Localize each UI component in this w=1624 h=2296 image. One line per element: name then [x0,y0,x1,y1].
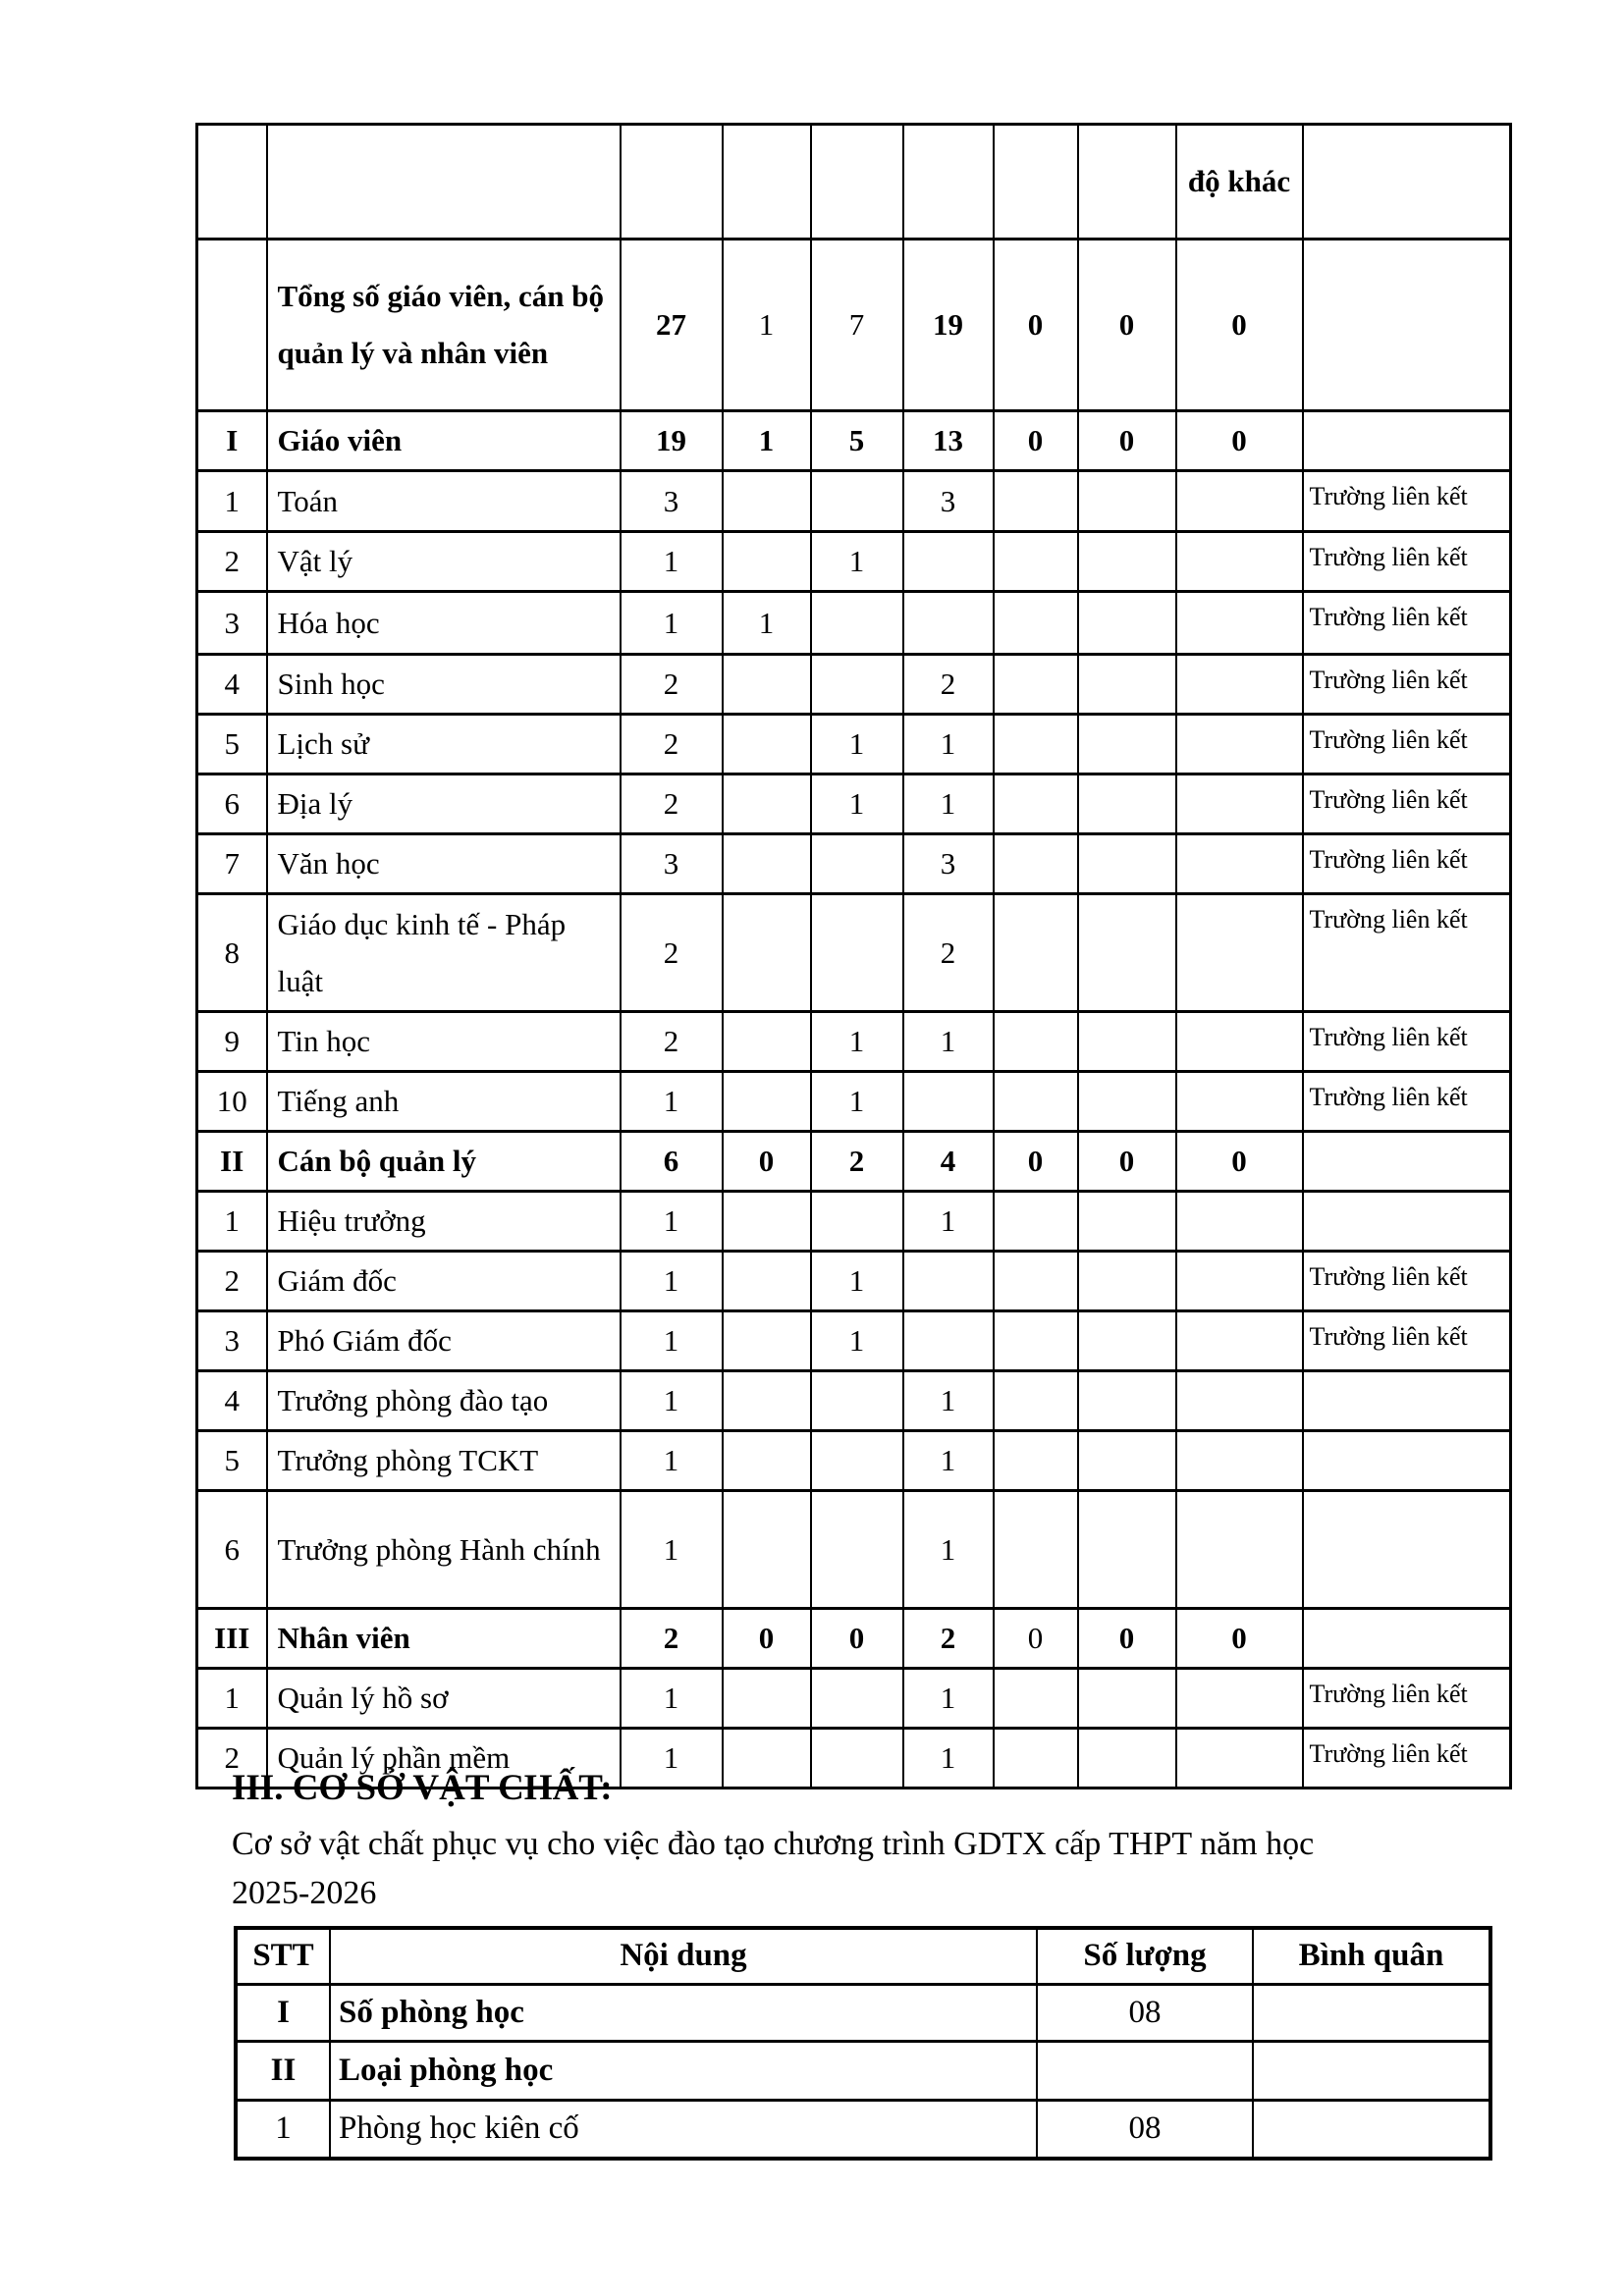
table-row [197,1072,1511,1132]
value-cell [1078,471,1176,532]
value-cell [994,1012,1078,1072]
header-cell [197,125,267,240]
value-cell [723,1311,811,1371]
value-cell: 7 [811,240,903,411]
value-cell [723,1252,811,1311]
content-cell: Phòng học kiên cố [330,2100,1037,2159]
continuation-header-row [197,125,1511,240]
header-cell [994,125,1078,240]
header-cell-do-khac: độ khác [1176,125,1303,240]
value-cell [723,1012,811,1072]
value-cell: 1 [621,1192,723,1252]
value-cell [1176,1669,1303,1729]
header-cell [621,125,723,240]
note-cell [1303,1431,1511,1491]
value-cell [1078,1669,1176,1729]
stt-cell: 4 [197,655,267,715]
note-cell: Trường liên kết [1303,1072,1511,1132]
value-cell: 0 [1176,411,1303,471]
value-cell [723,1491,811,1609]
table-row [197,471,1511,532]
value-cell [903,1072,994,1132]
value-cell [811,471,903,532]
value-cell [1176,592,1303,655]
name-cell: Trưởng phòng TCKT [267,1431,621,1491]
stt-cell: 2 [197,1729,267,1789]
stt-cell: 2 [197,532,267,592]
stt-cell: 7 [197,834,267,894]
stt-cell: 9 [197,1012,267,1072]
value-cell: 5 [811,411,903,471]
quantity-cell: 08 [1037,1984,1253,2041]
value-cell [811,1669,903,1729]
value-cell [994,1371,1078,1431]
note-cell [1303,240,1511,411]
value-cell: 1 [903,774,994,834]
value-cell: 2 [621,1609,723,1669]
table-row [197,834,1511,894]
note-cell: Trường liên kết [1303,1729,1511,1789]
stt-cell: 1 [197,471,267,532]
value-cell: 0 [1078,1132,1176,1192]
value-cell: 6 [621,1132,723,1192]
table-row [236,2100,1490,2159]
value-cell: 1 [621,592,723,655]
note-cell: Trường liên kết [1303,894,1511,1012]
header-cell [1303,125,1511,240]
value-cell [811,1431,903,1491]
stt-cell: 10 [197,1072,267,1132]
table-row [197,774,1511,834]
stt-cell: 4 [197,1371,267,1431]
stt-cell: 5 [197,1431,267,1491]
stt-cell: II [197,1132,267,1192]
value-cell: 1 [903,1431,994,1491]
value-cell: 1 [811,1311,903,1371]
value-cell: 3 [621,471,723,532]
value-cell [994,715,1078,774]
value-cell [1078,1252,1176,1311]
content-cell: Loại phòng học [330,2041,1037,2100]
value-cell [994,1252,1078,1311]
value-cell [1176,1491,1303,1609]
value-cell [1176,655,1303,715]
stt-cell: 1 [236,2100,330,2159]
value-cell [723,1729,811,1789]
name-cell: Phó Giám đốc [267,1311,621,1371]
value-cell [1078,592,1176,655]
value-cell: 1 [811,1072,903,1132]
value-cell [1176,715,1303,774]
header-cell-binh-quan: Bình quân [1253,1928,1490,1984]
value-cell: 2 [811,1132,903,1192]
value-cell [1176,1192,1303,1252]
header-cell-noi-dung: Nội dung [330,1928,1037,1984]
value-cell: 3 [903,471,994,532]
name-cell: Sinh học [267,655,621,715]
value-cell: 1 [621,1669,723,1729]
value-cell [723,715,811,774]
value-cell: 1 [903,1371,994,1431]
header-cell [267,125,621,240]
stt-cell [197,240,267,411]
value-cell [994,1669,1078,1729]
table-row [197,1669,1511,1729]
value-cell: 1 [621,1311,723,1371]
name-cell: Giáo viên [267,411,621,471]
note-cell [1303,1491,1511,1609]
value-cell: 0 [723,1132,811,1192]
value-cell [903,592,994,655]
value-cell [1078,834,1176,894]
value-cell: 0 [723,1609,811,1669]
stt-cell: 1 [197,1192,267,1252]
value-cell [994,834,1078,894]
table-row-total [197,240,1511,411]
table-row [236,2041,1490,2100]
value-cell [723,1072,811,1132]
table-row [197,1491,1511,1609]
name-cell: Vật lý [267,532,621,592]
average-cell [1253,2041,1490,2100]
note-cell: Trường liên kết [1303,834,1511,894]
value-cell [994,1431,1078,1491]
header-cell [723,125,811,240]
value-cell [723,834,811,894]
value-cell: 1 [811,774,903,834]
value-cell: 13 [903,411,994,471]
value-cell [1176,471,1303,532]
name-cell: Tiếng anh [267,1072,621,1132]
value-cell [903,1311,994,1371]
value-cell: 0 [1078,1609,1176,1669]
value-cell: 0 [994,1609,1078,1669]
value-cell [903,1252,994,1311]
note-cell: Trường liên kết [1303,1669,1511,1729]
note-cell [1303,1192,1511,1252]
value-cell [811,1729,903,1789]
value-cell: 2 [621,774,723,834]
value-cell: 1 [621,1072,723,1132]
note-cell: Trường liên kết [1303,1311,1511,1371]
value-cell: 1 [811,1252,903,1311]
value-cell [811,894,903,1012]
header-cell [903,125,994,240]
value-cell: 3 [621,834,723,894]
name-cell: Địa lý [267,774,621,834]
name-cell: Quản lý phần mềm [267,1729,621,1789]
staff-statistics-table [195,123,1512,1789]
table-row-section-III [197,1609,1511,1669]
name-cell: Quản lý hồ sơ [267,1669,621,1729]
stt-cell: 5 [197,715,267,774]
value-cell [1078,1012,1176,1072]
value-cell [1078,1072,1176,1132]
value-cell [723,532,811,592]
value-cell: 1 [903,1192,994,1252]
header-cell [811,125,903,240]
note-cell: Trường liên kết [1303,655,1511,715]
value-cell [723,1431,811,1491]
stt-cell: 1 [197,1669,267,1729]
value-cell: 2 [621,655,723,715]
value-cell: 0 [1078,411,1176,471]
note-cell [1303,1132,1511,1192]
value-cell: 0 [994,240,1078,411]
value-cell [723,1192,811,1252]
header-cell-so-luong: Số lượng [1037,1928,1253,1984]
table-row [197,1371,1511,1431]
name-cell: Cán bộ quản lý [267,1132,621,1192]
header-cell [1078,125,1176,240]
name-cell: Hóa học [267,592,621,655]
name-cell: Giám đốc [267,1252,621,1311]
value-cell: 1 [723,592,811,655]
value-cell: 1 [621,532,723,592]
table-row-section-II [197,1132,1511,1192]
value-cell [994,894,1078,1012]
value-cell [811,834,903,894]
value-cell: 1 [621,1371,723,1431]
value-cell [994,655,1078,715]
value-cell [1176,1072,1303,1132]
table-row [197,1252,1511,1311]
value-cell: 1 [621,1252,723,1311]
value-cell [1176,774,1303,834]
name-cell: Giáo dục kinh tế - Pháp luật [267,894,621,1012]
value-cell: 2 [621,1012,723,1072]
section-heading: III. CƠ SỞ VẬT CHẤT: [232,1768,613,1808]
value-cell [994,532,1078,592]
value-cell [1078,532,1176,592]
value-cell: 1 [811,1012,903,1072]
value-cell [1176,1311,1303,1371]
value-cell: 2 [903,655,994,715]
value-cell [994,1192,1078,1252]
name-cell: Toán [267,471,621,532]
average-cell [1253,1984,1490,2041]
value-cell: 1 [811,715,903,774]
value-cell [1176,834,1303,894]
value-cell [1078,1311,1176,1371]
value-cell [1078,1371,1176,1431]
value-cell [994,1311,1078,1371]
value-cell [1176,1729,1303,1789]
average-cell [1253,2100,1490,2159]
content-cell: Số phòng học [330,1984,1037,2041]
value-cell [723,471,811,532]
value-cell [723,1669,811,1729]
value-cell [994,471,1078,532]
value-cell: 1 [903,1491,994,1609]
note-cell: Trường liên kết [1303,774,1511,834]
value-cell: 1 [903,715,994,774]
value-cell [994,1072,1078,1132]
value-cell [994,1491,1078,1609]
value-cell [994,1729,1078,1789]
stt-cell: 3 [197,592,267,655]
value-cell [903,532,994,592]
value-cell: 1 [621,1431,723,1491]
value-cell: 1 [811,532,903,592]
value-cell: 1 [903,1669,994,1729]
note-cell: Trường liên kết [1303,715,1511,774]
table-row [197,1431,1511,1491]
table-row [197,532,1511,592]
value-cell [1078,1729,1176,1789]
table-row [197,1311,1511,1371]
value-cell: 0 [1176,1132,1303,1192]
name-cell: Nhân viên [267,1609,621,1669]
stt-cell: II [236,2041,330,2100]
note-cell: Trường liên kết [1303,1252,1511,1311]
note-cell [1303,411,1511,471]
stt-cell: 3 [197,1311,267,1371]
value-cell [723,1371,811,1431]
name-cell: Lịch sử [267,715,621,774]
value-cell [1078,1192,1176,1252]
value-cell: 19 [903,240,994,411]
value-cell [1176,1431,1303,1491]
quantity-cell [1037,2041,1253,2100]
value-cell: 4 [903,1132,994,1192]
stt-cell: 2 [197,1252,267,1311]
value-cell: 1 [621,1729,723,1789]
value-cell [1078,715,1176,774]
value-cell [1078,1491,1176,1609]
name-cell: Trưởng phòng Hành chính [267,1491,621,1609]
value-cell [811,1491,903,1609]
quantity-cell: 08 [1037,2100,1253,2159]
facilities-table [234,1926,1492,2161]
value-cell [811,655,903,715]
note-cell: Trường liên kết [1303,592,1511,655]
table-row [197,1012,1511,1072]
value-cell [811,592,903,655]
header-cell-stt: STT [236,1928,330,1984]
value-cell: 1 [903,1012,994,1072]
value-cell [994,592,1078,655]
note-cell [1303,1609,1511,1669]
stt-cell: I [236,1984,330,2041]
stt-cell: 6 [197,1491,267,1609]
value-cell: 0 [994,1132,1078,1192]
name-cell: Tổng số giáo viên, cán bộ quản lý và nhân viên [267,240,621,411]
value-cell: 2 [621,894,723,1012]
value-cell: 1 [723,411,811,471]
value-cell: 2 [621,715,723,774]
stt-cell: 8 [197,894,267,1012]
value-cell [1078,774,1176,834]
name-cell: Tin học [267,1012,621,1072]
value-cell: 0 [1078,240,1176,411]
value-cell [994,774,1078,834]
value-cell: 2 [903,1609,994,1669]
table-row [197,894,1511,1012]
stt-cell: I [197,411,267,471]
intro-paragraph [232,1820,1493,1918]
value-cell [1176,1012,1303,1072]
value-cell [1078,894,1176,1012]
value-cell: 19 [621,411,723,471]
stt-cell: III [197,1609,267,1669]
name-cell: Hiệu trưởng [267,1192,621,1252]
value-cell: 1 [723,240,811,411]
stt-cell: 6 [197,774,267,834]
value-cell [723,894,811,1012]
table-row [197,592,1511,655]
paragraph-line: 2025-2026 [232,1875,377,1911]
name-cell: Trưởng phòng đào tạo [267,1371,621,1431]
value-cell: 3 [903,834,994,894]
value-cell: 0 [1176,1609,1303,1669]
table-row [197,1192,1511,1252]
facilities-header-row [236,1928,1490,1984]
paragraph-line: Cơ sở vật chất phục vụ cho việc đào tạo chương trình GDTX cấp THPT năm học [232,1826,1315,1862]
value-cell: 27 [621,240,723,411]
table-row [236,1984,1490,2041]
table-row-section-I [197,411,1511,471]
value-cell [1078,1431,1176,1491]
value-cell [1078,655,1176,715]
note-cell: Trường liên kết [1303,1012,1511,1072]
value-cell [811,1371,903,1431]
table-row [197,715,1511,774]
value-cell: 0 [994,411,1078,471]
value-cell: 1 [621,1491,723,1609]
value-cell: 0 [1176,240,1303,411]
value-cell [811,1192,903,1252]
value-cell [1176,894,1303,1012]
value-cell [1176,1371,1303,1431]
note-cell: Trường liên kết [1303,532,1511,592]
name-cell: Văn học [267,834,621,894]
value-cell [723,774,811,834]
table-row [197,655,1511,715]
value-cell: 2 [903,894,994,1012]
value-cell [723,655,811,715]
value-cell [1176,1252,1303,1311]
value-cell: 1 [903,1729,994,1789]
note-cell: Trường liên kết [1303,471,1511,532]
value-cell [1176,532,1303,592]
note-cell [1303,1371,1511,1431]
value-cell: 0 [811,1609,903,1669]
